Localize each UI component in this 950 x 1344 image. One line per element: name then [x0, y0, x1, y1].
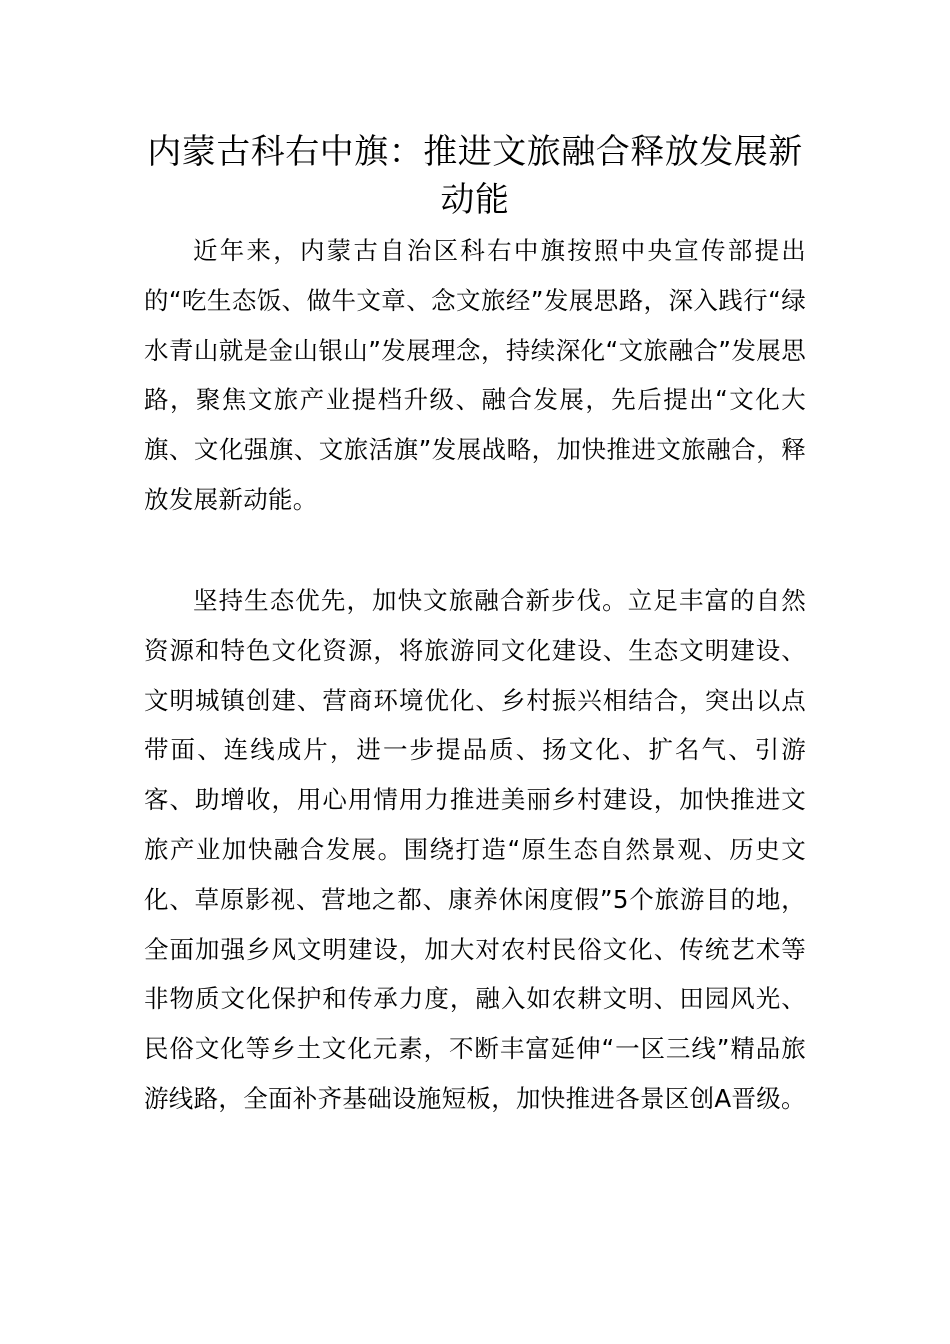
- paragraph-ecology-first: 坚持生态优先，加快文旅融合新步伐。立足丰富的自然资源和特色文化资源，将旅游同文化建设、生态文明建设、文明城镇创建、营商环境优化、乡村振兴相结合，突出以点带面、连线成片，进一步提品质、扬文化、扩名气、引游客、助增收，用心用情用力推进美丽乡村建设，加快推进文旅产业加快融合发展。围绕打造“原生态自然景观、历史文化、草原影视、营地之都、康养休闲度假”5个旅游目的地，全面加强乡风文明建设，加大对农村民俗文化、传统艺术等非物质文化保护和传承力度，融入如农耕文明、田园风光、民俗文化等乡土文化元素，不断丰富延伸“一区三线”精品旅游线路，全面补齐基础设施短板，加快推进各景区创A晋级。: [144, 586, 806, 1113]
- paragraph-intro: 近年来，内蒙古自治区科右中旗按照中央宣传部提出的“吃生态饭、做牛文章、念文旅经”发展思路，深入践行“绿水青山就是金山银山”发展理念，持续深化“文旅融合”发展思路，聚焦文旅产业提档升级、融合发展，先后提出“文化大旗、文化强旗、文旅活旗”发展战略，加快推进文旅融合，释放发展新动能。: [144, 236, 806, 514]
- document-title: 内蒙古科右中旗：推进文旅融合释放发展新动能: [147, 132, 803, 220]
